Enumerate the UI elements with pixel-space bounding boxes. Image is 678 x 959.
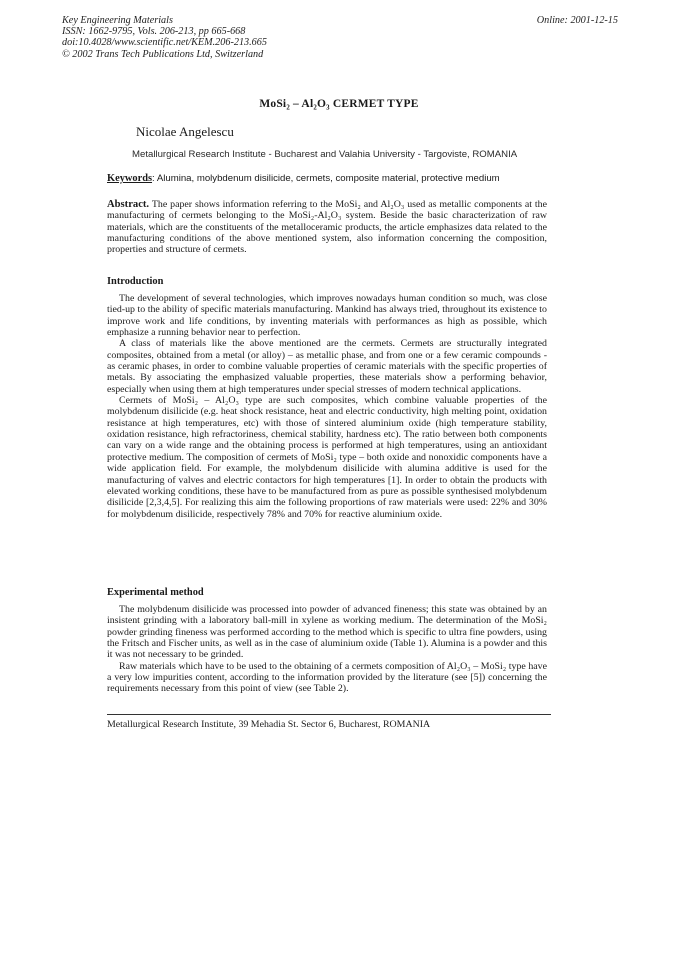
- experimental-paragraph: Raw materials which have to be used to the obtaining of a cermets composition of Al₂O₃ – MoSi₂ type have a very low impurities content, according to the information provided by the literature (see [5]) concerning the requirements necessary from this point of view (see Table 2).: [107, 660, 547, 695]
- journal-name: Key Engineering Materials: [62, 15, 173, 26]
- experimental-heading: Experimental method: [107, 587, 204, 598]
- abstract-label: Abstract.: [107, 199, 150, 210]
- abstract-paragraph: [107, 199, 547, 256]
- keywords: [107, 173, 500, 184]
- footnote-affiliation: Metallurgical Research Institute, 39 Mehadia St. Sector 6, Bucharest, ROMANIA: [107, 719, 431, 730]
- author-name: Nicolae Angelescu: [136, 124, 234, 139]
- abstract-text: The paper shows information referring to the MoSi₂ and Al₂O₃ used as metallic components at the manufacturing of cermets belonging to the MoSi₂-Al₂O₃ system. Beside the basic characterization of raw materials, which are the constituents of the metalloceramic products, the article emphasizes data related to the manufacturing conditions of the above mentioned system, also information concerning the composition, properties and structure of cermets.: [107, 199, 547, 256]
- experimental-paragraph: The molybdenum disilicide was processed into powder of advanced fineness; this state was obtained by an insistent grinding with a laboratory ball-mill in xylene as working medium. The determination of the MoSi₂ powder grinding fineness was performed according to the method which is specific to ultra fine powders, using the Fritsch and Fischer units, as well as in the case of aluminium oxide (Table 1). Alumina is a powder and this it was not necessary to be grinded.: [107, 604, 547, 661]
- introduction-paragraph: Cermets of MoSi₂ – Al₂O₃ type are such composites, which combine valuable properties of the molybdenum disilicide (e.g. heat shock resistance, heat and electric conductivity, high melting point, oxidation resistance at high temperatures, etc) with those of sintered aluminium oxide (high temperature stability, oxidation resistance, high refractoriness, chemical stability, hardness etc). The ratio between both components can vary on a wide range and the obtaining process is performed at high temperatures, using an antioxidant protective medium. The composition of cermets of MoSi₂ type – both oxide and nonoxidic components have a wide application field. For example, the molybdenum disilicide with alumina additive is used for the manufacturing of valves and electric contactors for high temperatures [1]. In order to obtain the products with elevated working conditions, these have to be manufactured from as pure as possible synthesised molybdenum disilicide [2,3,4,5]. For realizing this aim the following proportions of raw materials were used: 22% and 30% for molybdenum disilicide, respectively 78% and 70% for reactive aluminium oxide.: [107, 395, 547, 520]
- author-affiliation: Metallurgical Research Institute - Bucharest and Valahia University - Targoviste, ROMANIA: [132, 149, 518, 160]
- keywords-text: : Alumina, molybdenum disilicide, cermets, composite material, protective medium: [152, 173, 500, 184]
- journal-header: [62, 15, 618, 60]
- experimental-body: [107, 604, 547, 695]
- issn-line: ISSN: 1662-9795, Vols. 206-213, pp 665-668: [62, 26, 246, 38]
- introduction-heading: Introduction: [107, 276, 164, 287]
- introduction-paragraph: A class of materials like the above mentioned are the cermets. Cermets are structurally integrated composites, obtained from a metal (or alloy) – as metallic phase, and from one or a few ceramic compounds - as ceramic phases, in order to combine valuable properties of ceramic materials with the specific properties of metals. By associating the emphasized valuable properties, these materials show a performing behavior, especially when using them at high temperatures under special stresses of modern technical applications.: [107, 338, 547, 395]
- paper-title: MoSi₂ – Al₂O₃ CERMET TYPE: [259, 98, 419, 110]
- abstract-block: [107, 199, 547, 256]
- introduction-paragraph: The development of several technologies, which improves nowadays human condition so much, was close tied-up to the ability of specific materials manufacturing. Mankind has always tried, throughout its existence to improve work and life conditions, by inventing materials with performances as high as possible, which emphasize a running behavior near to perfection.: [107, 293, 547, 339]
- keywords-label: Keywords: [107, 173, 153, 184]
- online-date: Online: 2001-12-15: [536, 15, 618, 26]
- copyright-line: © 2002 Trans Tech Publications Ltd, Switzerland: [62, 48, 264, 60]
- introduction-body: [107, 293, 547, 520]
- doi-line: doi:10.4028/www.scientific.net/KEM.206-213.665: [62, 37, 267, 49]
- footnote-divider: [107, 714, 551, 715]
